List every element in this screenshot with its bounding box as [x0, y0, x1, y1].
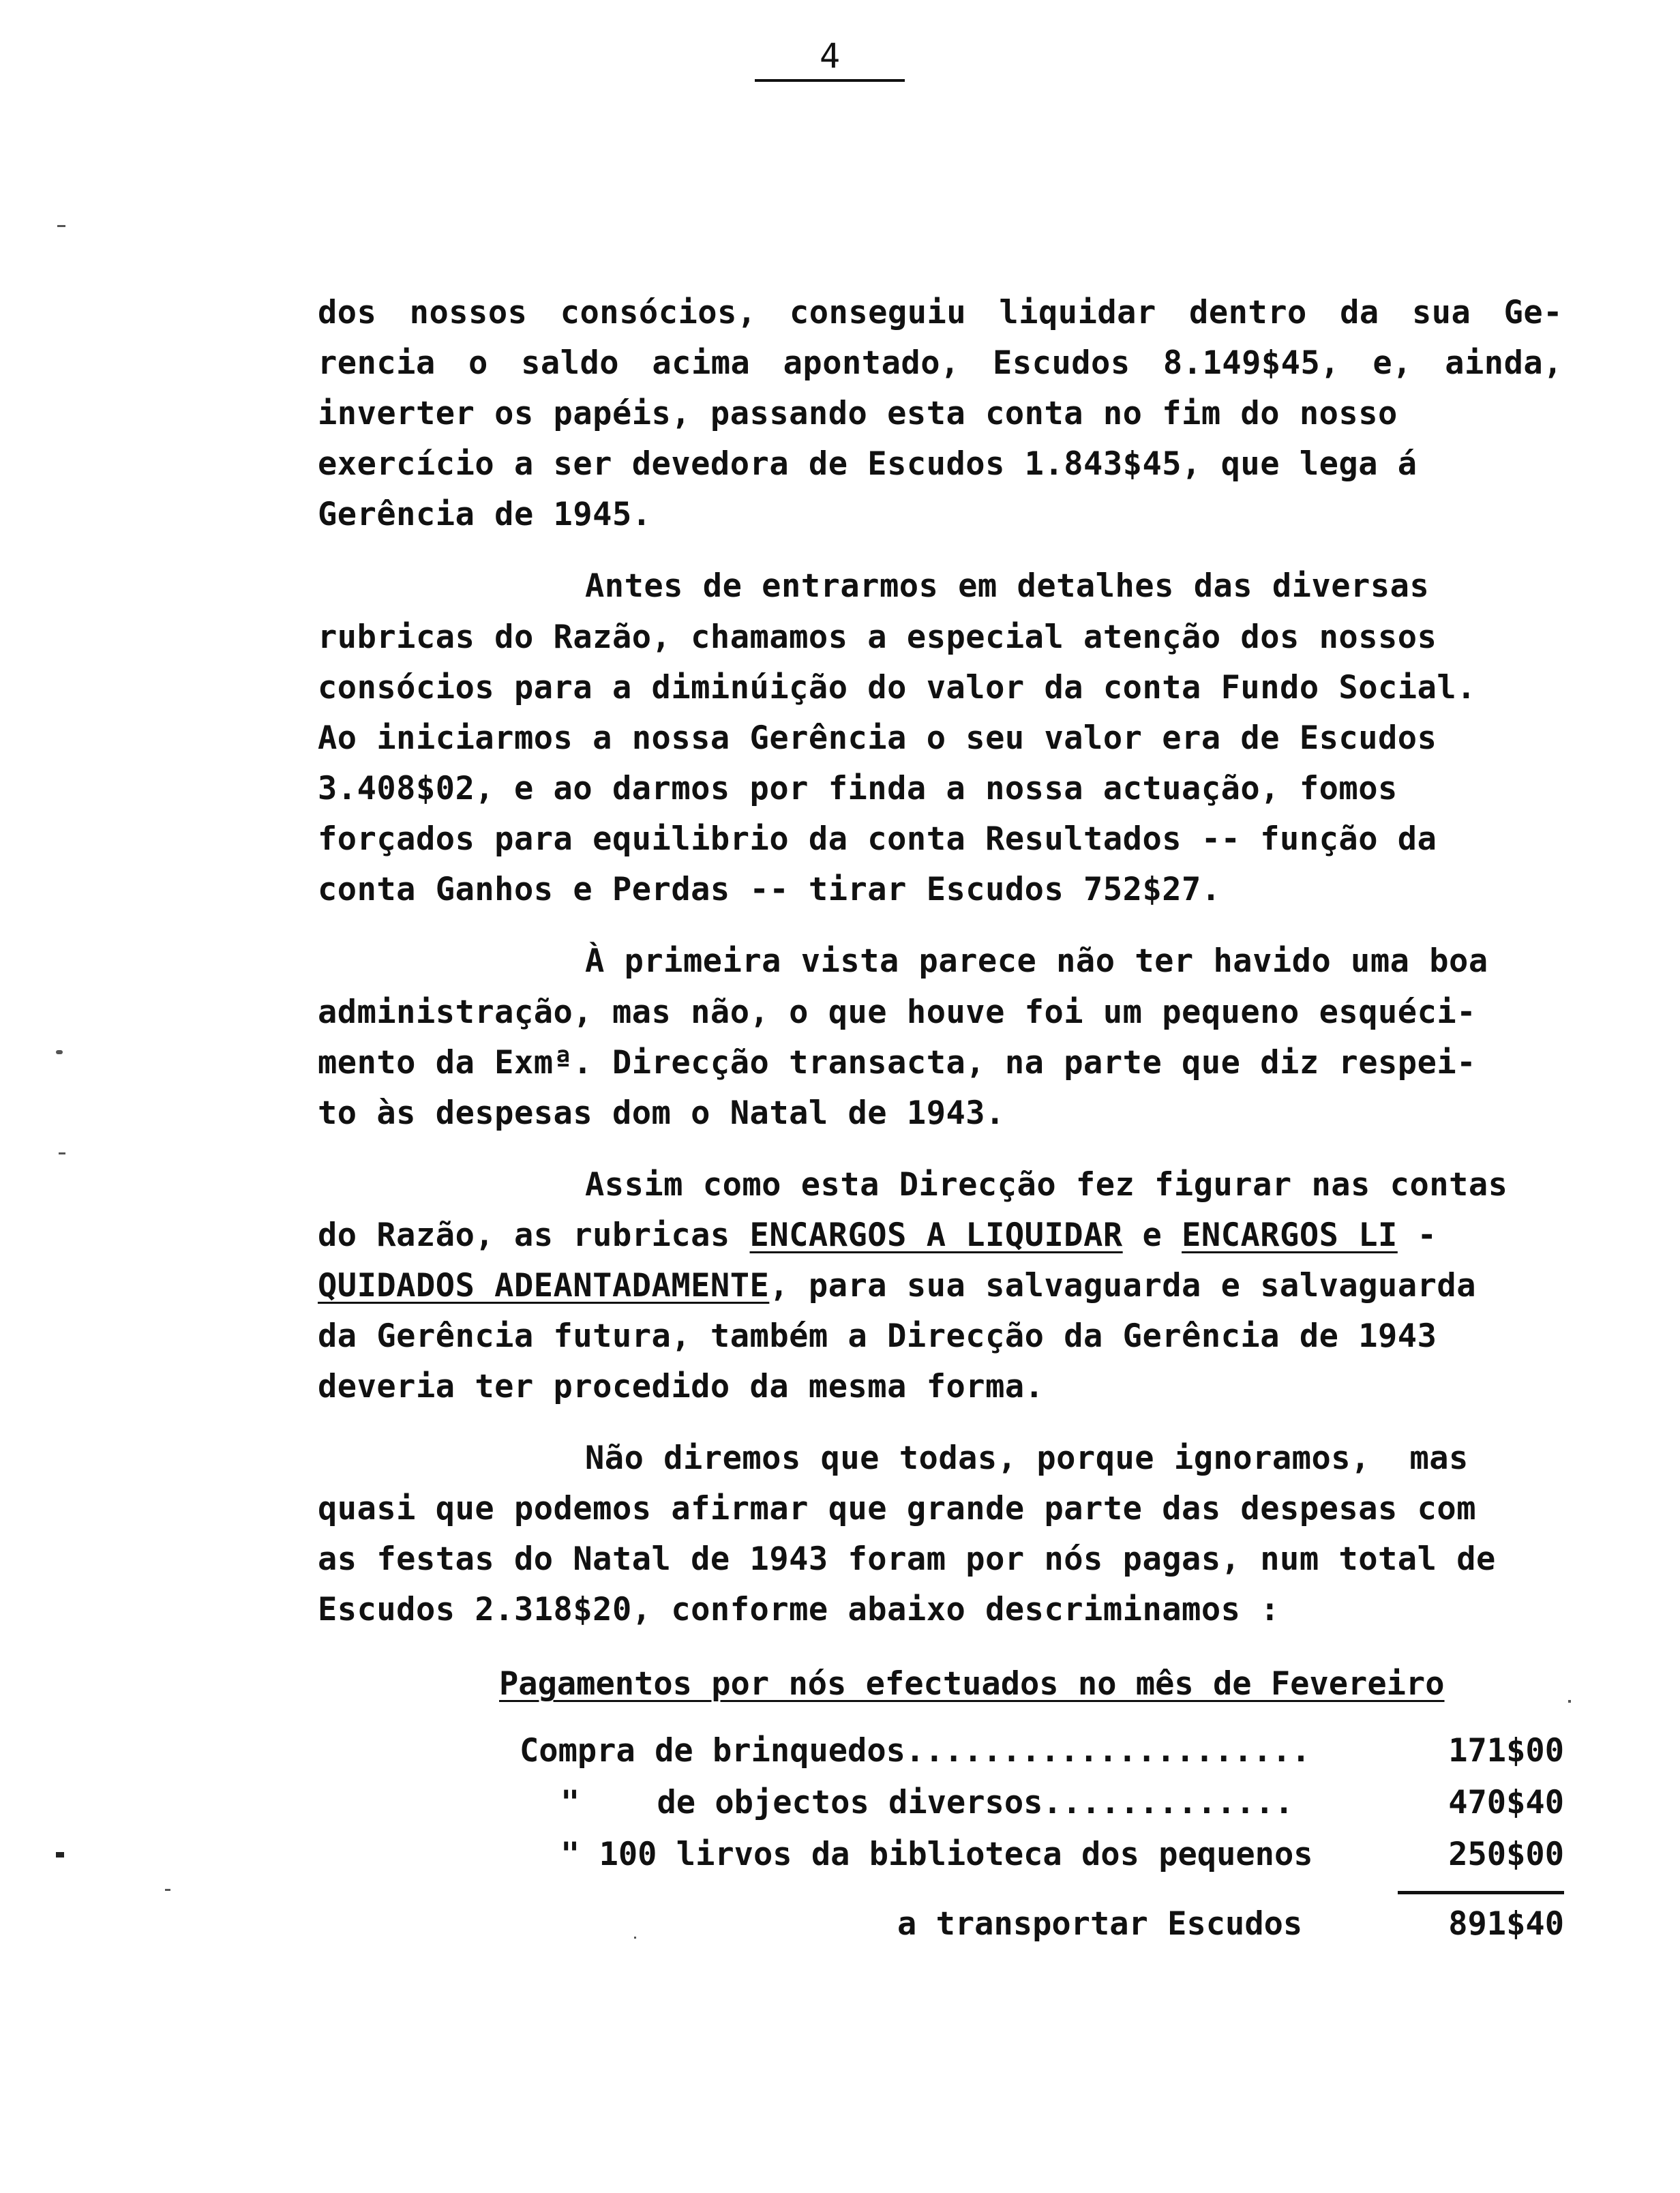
margin-speck — [57, 225, 65, 227]
paragraph-5-line-1: Não diremos que todas, porque ignoramos, mas — [585, 1439, 1469, 1477]
paragraph-3-line-2: administração, mas não, o que houve foi um pequeno esquéci- — [318, 994, 1476, 1031]
paragraph-4-line-3 — [318, 1266, 1476, 1307]
total-divider — [1398, 1891, 1564, 1894]
paragraph-5-line-2: quasi que podemos afirmar que grande parte das despesas com — [318, 1490, 1476, 1527]
payment-item-label: " 100 lirvos da biblioteca dos pequenos — [560, 1836, 1313, 1873]
payment-item-amount: 470$40 — [1448, 1784, 1564, 1821]
margin-speck — [59, 1152, 65, 1154]
paragraph-4-line-1: Assim como esta Direcção fez figurar nas contas — [585, 1166, 1508, 1204]
paragraph-1-line-3: inverter os papéis, passando esta conta no fim do nosso — [318, 395, 1398, 432]
paragraph-2-line-6: forçados para equilibrio da conta Resultados -- função da — [318, 820, 1437, 858]
margin-speck — [56, 1852, 64, 1858]
margin-speck — [634, 1937, 636, 1939]
paragraph-2-line-2: rubricas do Razão, chamamos a especial atenção dos nossos — [318, 618, 1437, 656]
paragraph-1-line-4: exercício a ser devedora de Escudos 1.843$45, que lega á — [318, 445, 1418, 483]
encargos-liquidados-term-part-1: ENCARGOS LI — [1182, 1217, 1398, 1254]
page-number: 4 — [755, 34, 905, 82]
paragraph-4-line-2-text-c: - — [1397, 1217, 1437, 1254]
payment-item-amount: 250$00 — [1448, 1836, 1564, 1873]
paragraph-4-line-2-text-b: e — [1122, 1217, 1182, 1254]
total-amount: 891$40 — [1448, 1905, 1564, 1943]
payment-item-amount: 171$00 — [1448, 1732, 1564, 1770]
paragraph-2-line-4: Ao iniciarmos a nossa Gerência o seu valor era de Escudos — [318, 719, 1437, 757]
paragraph-3-line-4: to às despesas dom o Natal de 1943. — [318, 1094, 1005, 1132]
margin-speck — [165, 1889, 170, 1891]
paragraph-4-line-3-text: , para sua salvaguarda e salvaguarda — [769, 1267, 1476, 1304]
encargos-liquidados-term-part-2: QUIDADOS ADEANTADAMENTE — [318, 1267, 770, 1304]
paragraph-4-line-5: deveria ter procedido da mesma forma. — [318, 1368, 1045, 1405]
paragraph-3-line-3: mento da Exmª. Direcção transacta, na parte que diz respei- — [318, 1044, 1476, 1081]
paragraph-2-line-5: 3.408$02, e ao darmos por finda a nossa actuação, fomos — [318, 770, 1398, 807]
paragraph-5-line-4: Escudos 2.318$20, conforme abaixo descriminamos : — [318, 1591, 1280, 1628]
payment-item-label: " de objectos diversos............. — [560, 1784, 1294, 1821]
payments-heading: Pagamentos por nós efectuados no mês de Fevereiro — [499, 1665, 1445, 1703]
paragraph-2-line-1: Antes de entrarmos em detalhes das diversas — [585, 567, 1430, 605]
margin-speck — [1568, 1700, 1571, 1703]
total-label: a transportar Escudos — [897, 1905, 1303, 1943]
encargos-a-liquidar-term: ENCARGOS A LIQUIDAR — [749, 1217, 1123, 1254]
paragraph-4-line-2-text-a: do Razão, as rubricas — [318, 1217, 750, 1254]
paragraph-4-line-4: da Gerência futura, também a Direcção da Gerência de 1943 — [318, 1317, 1437, 1355]
paragraph-1-line-5: Gerência de 1945. — [318, 496, 652, 533]
paragraph-4-line-2 — [318, 1215, 1437, 1256]
paragraph-2-line-7: conta Ganhos e Perdas -- tirar Escudos 752$27. — [318, 871, 1221, 908]
paragraph-1-line-2: rencia o saldo acima apontado, Escudos 8.149$45, e, ainda, — [318, 344, 1563, 382]
margin-speck — [56, 1050, 63, 1054]
paragraph-1-line-1: dos nossos consócios, conseguiu liquidar dentro da sua Ge- — [318, 294, 1563, 331]
paragraph-5-line-3: as festas do Natal de 1943 foram por nós pagas, num total de — [318, 1540, 1496, 1578]
payment-item-label: Compra de brinquedos..................... — [520, 1732, 1311, 1770]
paragraph-2-line-3: consócios para a diminúição do valor da conta Fundo Social. — [318, 669, 1476, 706]
paragraph-3-line-1: À primeira vista parece não ter havido uma boa — [585, 942, 1488, 980]
